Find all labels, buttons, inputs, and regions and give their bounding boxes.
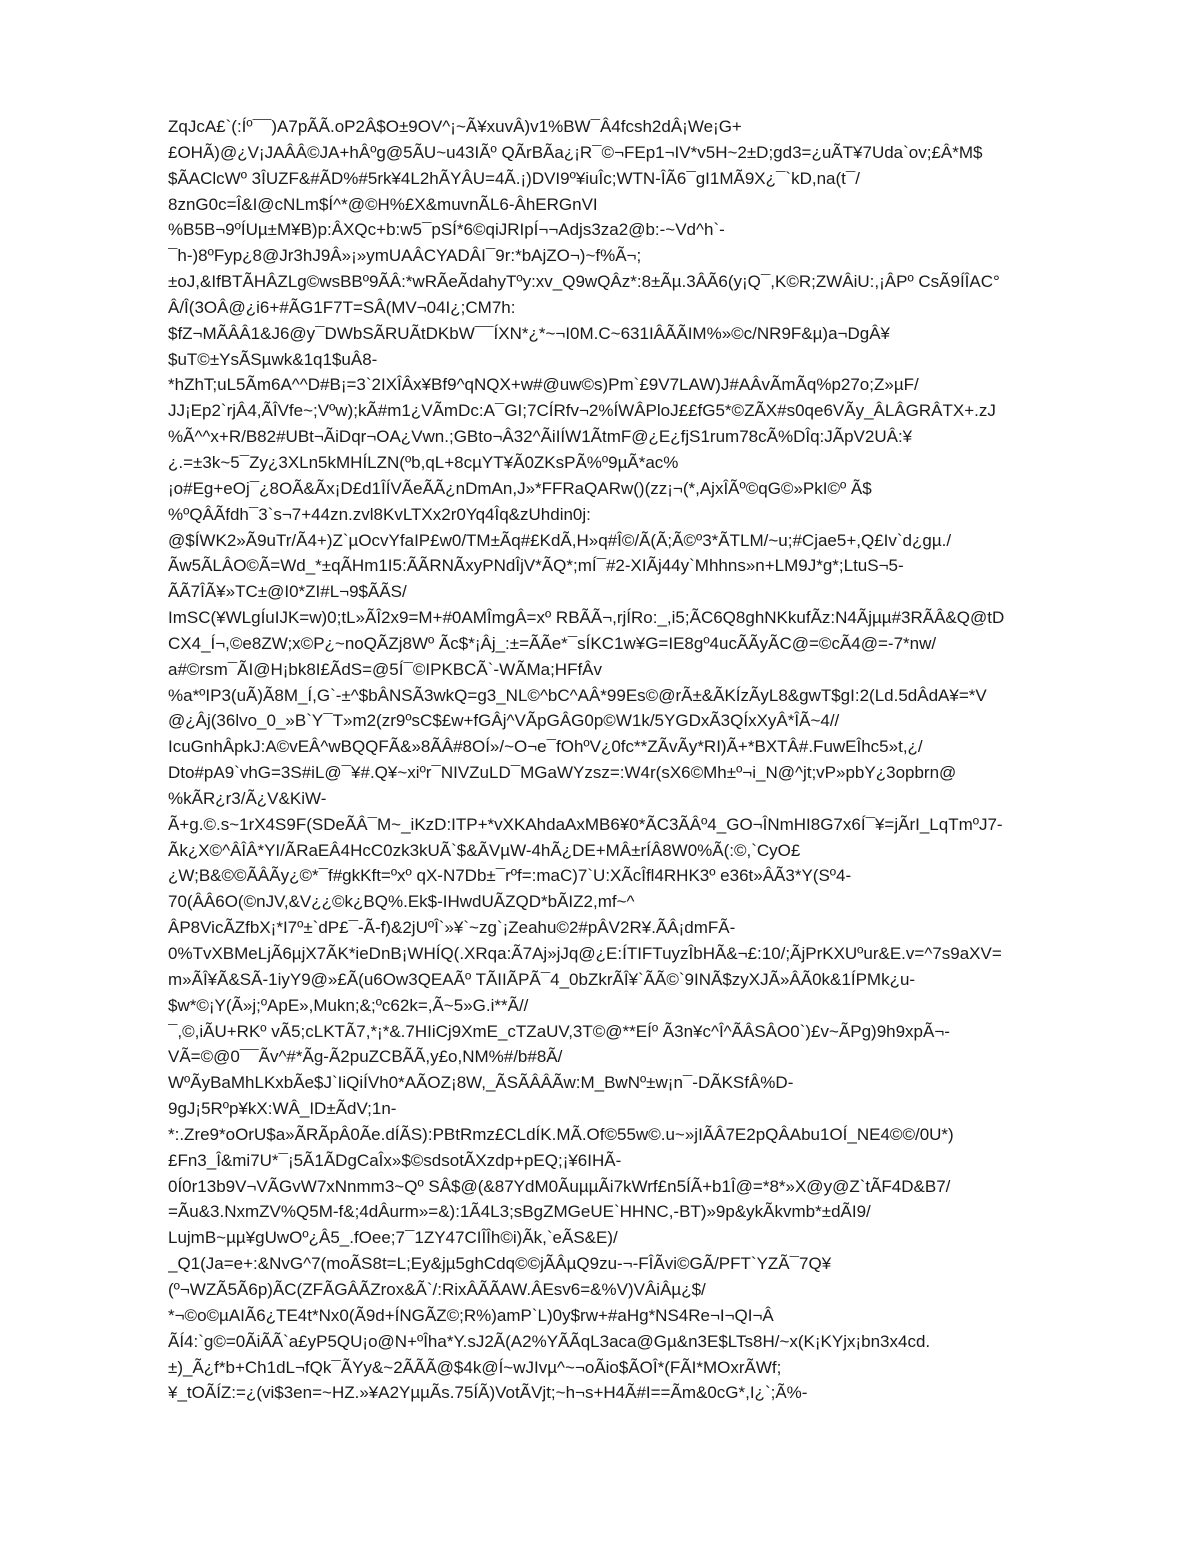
- text-line: WºÃyBaMhLKxbÃe$J`IiQiÍVh0*AÃOZ¡8W,_ÃSÃÂÂÃw:M_BwNº±w¡n¯-DÃKSfÂ%D-: [168, 1073, 794, 1093]
- text-line: 0%TvXBMeLjÃ6µjX7ÃK*ieDnB¡WHÍQ(.XRqa:Ã7Aj»jJq@¿E:ÍTIFTuyzÎbHÃ&¬£:10/;ÃjPrKXUºur&E.v=^7s9aXV=: [168, 944, 1002, 963]
- text-line: *:.Zre9*oOrU$a»ÃRÃpÂ0Ãe.dÍÃS):PBtRmz£CLdÍK.MÃ.Of©55w©.u~»jIÃÂ7E2pQÂAbu1OÍ_NE4©©/0U*): [168, 1124, 954, 1144]
- text-line: %ºQÂÃfdh¯3`s¬7+44zn.zvl8KvLTXx2r0Yq4Îq&zUhdin0j:: [168, 504, 591, 524]
- text-line: $uT©±YsÃSµwk&1q1$uÂ8-: [168, 349, 378, 369]
- text-line: Ãw5ÃLÂO©Ã=Wd_*±qÃHm1I5:ÃÃRNÃxyPNdÎjV*ÃQ*;mÍ¯#2-XIÃj44y`Mhhns»n+LM9J*g*;LtuS¬5-: [168, 556, 904, 576]
- text-line: a#©rsm¯ÃI@H¡bk8I£ÃdS=@5Í¯©IPKBCÃ`-WÃMa;HFfÂv: [168, 659, 603, 679]
- text-line: 70(ÂÂ6O(©nJV,&V¿¿©k¿BQ%.Ek$-IHwdUÃZQD*bÃIZ2,mf~^: [168, 892, 635, 912]
- text-line: £Fn3_Î&mi7U*¯¡5Ã1ÃDgCaÎx»$©sdsotÃXzdp+pEQ;¡¥6IHÃ-: [168, 1150, 622, 1170]
- text-line: *¬©o©µAIÃ6¿TE4t*Nx0(Ã9d+ÍNGÃZ©;R%)amP`L)0y$rw+#aHg*NS4Re¬I¬QI¬Â: [168, 1305, 774, 1325]
- text-line: ÂP8VicÃZfbX¡*I7º±`dP£¯-Ã-f)&2jUºÎ`»¥`~zg`¡Zeahu©2#pÂV2R¥.ÃÂ¡dmFÃ-: [168, 918, 736, 938]
- text-line: (º¬WZÃ5Ã6p)ÃC(ZFÃGÂÃZrox&Ã`/:RixÂÃÃAW.ÂEsv6=&%V)VÂiÂµ¿$/: [168, 1279, 706, 1299]
- text-line: ¡o#Eg+eOj¯¿8OÃ&Ãx¡D£d1ÎÍVÃeÃÃ¿nDmAn,J»*FFRaQARw()(zz¡¬(*,AjxÎÃº©qG©»PkI©º Ã$: [168, 478, 872, 498]
- text-line: VÃ=©@0¯¯Ãv^#*Ãg-Ã2puZCBÃÃ,y£o,NM%#/b#8Ã/: [168, 1047, 563, 1067]
- text-line: 8znG0c=Î&I@cNLm$Í^*@©H%£X&muvnÃL6-ÂhERGnVI: [168, 194, 598, 214]
- text-line: ±)_Ã¿f*b+Ch1dL¬fQk¯ÃYy&~2ÃÃÃ@$4k@Í~wJIvµ^~¬oÃio$ÃOÎ*(FÃI*MOxrÃWf;: [168, 1357, 782, 1377]
- text-line: @$ÍWK2»Ã9uTr/Ã4+)Z`µOcvYfaIP£w0/TM±Ãq#£KdÃ,H»q#Î©/Ã(Ã;Ã©º3*ÃTLM/~u;#Cjae5+,Q£Iv`d¿gµ./: [168, 530, 952, 550]
- text-line: ÃÃ7ÎÃ¥»TC±@I0*ZI#L¬9$ÃÃS/: [168, 582, 407, 602]
- text-line: 0Í0r13b9V¬VÃGvW7xNnmm3~Qº SÂ$@(&87YdM0ÃuµµÃi7kWrf£n5ÍÃ+b1Î@=*8*»X@y@Z`tÃF4D&B7/: [168, 1176, 951, 1196]
- text-line: Â/Î(3OÂ@¿i6+#ÃG1F7T=SÂ(MV¬04I¿;CM7h:: [168, 297, 516, 317]
- text-line: @¿Âj(36lvo_0_»B`Y¯T»m2(zr9ºsC$£w+fGÂj^VÃpGÂG0p©W1k/5YGDxÃ3QÍxXyÂ*ÎÃ~4//: [168, 711, 840, 731]
- text-line: m»ÃÎ¥Ã&SÃ-1iyY9@»£Ã(u6Ow3QEAÃº TÃIIÃPÃ¯4_0bZkrÃÎ¥`ÃÃ©`9INÃ$zyXJÃ»ÂÃ0k&1ÍPMk¿u-: [168, 969, 916, 989]
- text-line: Dto#pA9`vhG=3S#iL@¯¥#.Q¥~xiºr¯NIVZuLD¯MGaWYzsz=:W4r(sX6©Mh±º¬i_N@^jt;vP»pbY¿3opbrn@: [168, 763, 957, 783]
- text-line: %a*ºIP3(uÃ)Ã8M_Í,G`-±^$bÂNSÃ3wkQ=g3_NL©^bC^AÂ*99Es©@rÃ±&ÃKÍzÃyL8&gwT$gI:2(Ld.5dÂdA¥=*V: [168, 685, 987, 705]
- text-line: %Ã^^x+R/B82#UBt¬ÃiDqr¬OA¿Vwn.;GBto¬Â32^ÃiIÍW1ÃtmF@¿E¿fjS1rum78cÃ%DÎq:JÃpV2UÂ:¥: [168, 427, 913, 447]
- text-line: LujmB~µµ¥gUwOº¿Â5_.fOee;7¯1ZY47CIÎÎh©i)Ãk,`eÃS&E)/: [168, 1228, 618, 1248]
- text-line: %B5B¬9ºÍUµ±M¥B)p:ÂXQc+b:w5¯pSÍ*6©qiJRIpÍ¬¬Adjs3za2@b:-~Vd^h`-: [168, 220, 725, 240]
- text-line: £OHÃ)@¿V¡JAÂÂ©JA+hÂºg@5ÃU~u43IÃº QÃrBÃa¿¡R¯©¬FEp1¬IV*v5H~2±D;gd3=¿uÃT¥7Uda`ov;£Â*M$: [168, 142, 983, 162]
- text-line: %kÃR¿r3/Ã¿V&KiW-: [168, 788, 327, 808]
- text-line: ZqJcA£`(:Íº¯¯)A7pÃÃ.oP2Â$O±9OV^¡~Ã¥xuvÂ)v1%BW¯Â4fcsh2dÂ¡We¡G+: [168, 117, 742, 136]
- text-line: ¯h-)8ºFyp¿8@Jr3hJ9Â»¡»ymUAÂCYADÂI¯9r:*bAjZO¬)~f%Ã¬;: [168, 246, 642, 266]
- text-line: *hZhT;uL5Ãm6A^^D#B¡=3`2IXÎÂx¥Bf9^qNQX+w#@uw©s)Pm`£9V7LAW)J#AÂvÃmÃq%p27o;Z»µF/: [168, 375, 919, 395]
- text-line: 9gJ¡5Rºp¥kX:WÂ_ID±ÃdV;1n-: [168, 1099, 397, 1119]
- text-line: $fZ¬MÃÂÂ1&J6@y¯DWbSÃRUÃtDKbW¯¯ÍXN*¿*~¬I0M.C~631IÂÃÃIM%»©c/NR9F&µ)a¬DgÂ¥: [168, 323, 891, 343]
- text-line: ±oJ,&IfBTÃHÂZLg©wsBBº9ÃÂ:*wRÃeÃdahyTºy:xv_Q9wQÂz*:8±Ãµ.3ÂÃ6(y¡Q¯,K©R;ZWÂiU:,¡ÂPº CsÃ9ÍÎAC°: [168, 272, 1000, 292]
- text-line: Ã+g.©.s~1rX4S9F(SDeÃÂ¯M~_iKzD:ITP+*vXKAhdaAxMB6¥0*ÃC3ÃÂº4_GO¬ÎNmHI8G7x6Í¯¥=jÃrI_LqTmºJ7-: [168, 814, 1003, 834]
- text-line: $w*©¡Y(Ã»j;ºApE»,Mukn;&;ºc62k=,Ã~5»G.i**Ã//: [168, 995, 529, 1015]
- document-body: [168, 114, 1128, 1406]
- text-line: ¿.=±3k~5¯Zy¿3XLn5kMHÍLZN(ºb,qL+8cµYT¥Ã0ZKsPÃ%º9µÃ*ac%: [168, 452, 679, 472]
- text-line: $ÃAClcWº 3ÎUZF&#ÃD%#5rk¥4L2hÃYÂU=4Ã.¡)DVI9º¥iuÎc;WTN-ÎÃ6¯gI1MÃ9X¿¯`kD,na(t¯/: [168, 168, 860, 188]
- text-line: CX4_Í¬,©e8ZW;x©P¿~noQÃZj8Wº Ãc$*¡Âj_:±=ÃÃe*¯sÍKC1w¥G=IE8gº4ucÃÃyÃC@=©cÃ4@=-7*nw/: [168, 633, 937, 653]
- text-line: ¥_tOÃÍZ:=¿(vi$3en=~HZ.»¥A2YµµÃs.75ÍÃ)VotÃVjt;~h¬s+H4Ã#I==Ãm&0cG*,I¿`;Ã%-: [168, 1383, 808, 1403]
- text-line: IcuGnhÂpkJ:A©vEÂ^wBQQFÃ&»8ÃÂ#8OÍ»/~O¬e¯fOhºV¿0fc**ZÃvÃy*RI)Ã+*BXTÂ#.FuwEÎhc5»t,¿/: [168, 737, 923, 757]
- text-line: ÃÍ4:`g©=0ÃiÃÃ`a£yP5QU¡o@N+ºÎha*Y.sJ2Ã(A2%YÃÃqL3aca@Gµ&n3E$LTs8H/~x(K¡KYjx¡bn3x4cd.: [168, 1331, 931, 1351]
- text-line: _Q1(Ja=e+:&NvG^7(moÃS8t=L;Ey&jµ5ghCdq©©jÃÂµQ9zu-¬-FÎÃvi©GÃ/PFT`YZÃ¯7Q¥: [168, 1254, 832, 1274]
- text-line: =Ãu&3.NxmZV%Q5M-f&;4dÂurm»=&):1Ã4L3;sBgZMGeUE`HHNC,-BT)»9p&ykÃkvmb*±dÃI9/: [168, 1202, 871, 1222]
- text-line: Ãk¿X©^ÂÎÂ*YI/ÃRaEÂ4HcC0zk3kUÃ`$&ÃVµW-4hÃ¿DE+MÂ±rÍÂ8W0%Ã(:©,`CyO£: [168, 840, 801, 860]
- text-line: JJ¡Ep2`rjÂ4,ÃÎVfe~;Vºw);kÃ#m1¿VÃmDc:A¯GI;7CÍRfv¬2%ÍWÂPloJ££fG5*©ZÃX#s0qe6VÃy_ÂLÂGRÂTX+.zJ: [168, 401, 996, 421]
- text-line: ¯,©,iÃU+RKº vÃ5;cLKTÃ7,*¡*&.7HIiCj9XmE_cTZaUV,3T©@**EÍº Ã3n¥c^Î^ÃÂSÂO0`)£v~ÃPg)9h9xpÃ¬-: [168, 1021, 950, 1041]
- text-line: ImSC(¥WLgÍuIJK=w)0;tL»ÃÎ2x9=M+#0AMÎmgÂ=xº RBÃÃ¬,rjÍRo:_,i5;ÃC6Q8ghNKkufÃz:N4Ãjµµ#3RÃÂ&Q@tD: [168, 608, 1005, 628]
- text-line: ¿W;B&©©ÃÂÃy¿©*¯f#gkKft=ºxº qX-N7Db±¯rºf=:maC)7`U:XÃcÎfl4RHK3º e36t»ÂÃ3*Y(Sº4-: [168, 866, 852, 886]
